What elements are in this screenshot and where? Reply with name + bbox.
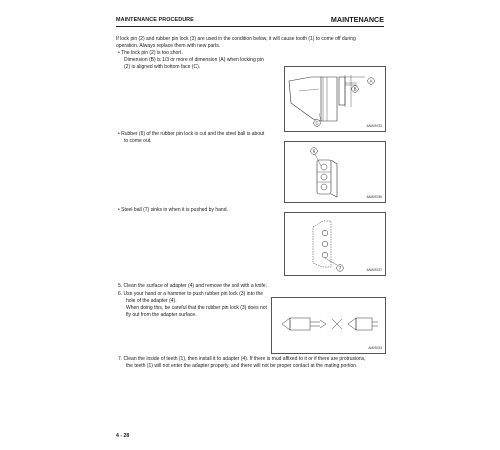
step-6-line-2: hole of the adapter (4). <box>126 298 177 304</box>
step-7-line-1: 7. Clean the inside of teeth (1), then install it to adapter (4). If there is mud affixed to it or if there are protrusions, <box>118 356 366 362</box>
rubber-pin-lock-diagram <box>285 142 385 202</box>
figure-3-code: 6AM05787 <box>366 268 382 272</box>
header-section-title: MAINTENANCE PROCEDURE <box>116 17 194 23</box>
callout-c: C <box>315 120 319 126</box>
bullet-lock-pin-detail-1: Dimension (B) is 1/3 or more of dimension (A) when locking pin <box>124 57 264 63</box>
figure-steel-ball <box>284 212 386 276</box>
callout-6: 6 <box>312 148 316 154</box>
step-6-line-4: fly out from the adapter surface. <box>126 312 197 318</box>
bullet-lock-pin-detail-2: (2) is aligned with bottom face (C). <box>124 64 201 70</box>
bullet-rubber-cut-cont: to come out. <box>124 138 152 144</box>
lock-pin-diagram <box>285 67 385 131</box>
intro-line-2: operation. Always replace them with new parts. <box>116 43 221 49</box>
figure-1-code: 6AM05783 <box>366 124 382 128</box>
figure-pin-insertion <box>271 297 386 354</box>
header-rule <box>116 26 384 27</box>
step-6-line-1: 6. Use your hand or a hammer to push rubber pin lock (3) into the <box>118 291 264 297</box>
page-number: 4 - 28 <box>116 433 130 439</box>
callout-a: A <box>369 78 373 84</box>
header-chapter-title: MAINTENANCE <box>330 15 384 24</box>
figure-lock-pin-dimensions <box>284 66 386 132</box>
step-5: 5. Clean the surface of adapter (4) and remove the soil with a knife. <box>118 283 267 289</box>
callout-b: B <box>353 86 357 92</box>
bullet-rubber-cut: • Rubber (6) of the rubber pin lock is cut and the steel ball is about <box>118 131 265 137</box>
figure-4-code: AM05333 <box>368 346 382 350</box>
callout-7: 7 <box>338 265 342 271</box>
step-7-line-2: the teeth (1) will not enter the adapter properly, and there will not be proper contact at the mating portion. <box>126 363 358 369</box>
steel-ball-diagram <box>285 213 385 275</box>
bullet-lock-pin-short: • The lock pin (2) is too short. <box>118 50 183 56</box>
step-6-line-3: When doing this, be careful that the rubber pin lock (3) does not <box>126 305 267 311</box>
figure-rubber-pin-lock <box>284 141 386 203</box>
pin-insertion-diagram <box>272 298 385 353</box>
intro-line-1: If lock pin (2) and rubber pin lock (3) are used in the condition below, it will cause tooth (1) to come off during <box>116 36 356 42</box>
bullet-steel-ball: • Steel ball (7) sinks in when it is pushed by hand. <box>118 207 228 213</box>
figure-2-code: 6AM05786 <box>366 195 382 199</box>
